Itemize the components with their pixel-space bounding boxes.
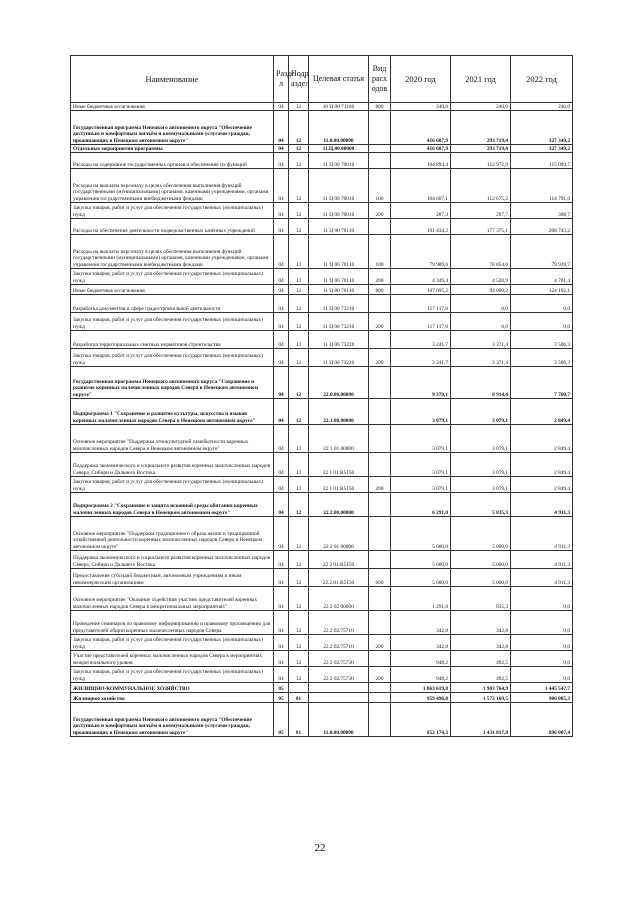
cell-amount-2020: 4 349,4 xyxy=(391,269,451,285)
cell-target-article: 11 Ц 00 73210 xyxy=(309,313,369,331)
cell-target-article: 22.2.01.R5150 xyxy=(309,569,369,587)
cell-expense-type xyxy=(369,703,391,737)
cell-target-article: 11 Ц 00 73210 xyxy=(309,295,369,313)
cell-razdel: 04 xyxy=(274,285,289,295)
cell-podrazdel: 12 xyxy=(289,203,309,219)
cell-name: Жилищное хозяйство xyxy=(71,693,274,703)
cell-expense-type xyxy=(369,111,391,145)
cell-amount-2022: 0,0 xyxy=(511,635,573,651)
cell-amount-2020: 104 607,1 xyxy=(391,169,451,203)
table-row xyxy=(71,683,573,693)
cell-target-article: 11.0.00.00000 xyxy=(309,111,369,145)
cell-name: Поддержка экономического и социального развития коренных малочисленных народов Севера, Сибири и Дальнего Востока xyxy=(71,551,274,569)
cell-target-article: 22.2.00.00000 xyxy=(309,493,369,517)
cell-expense-type: 200 xyxy=(369,477,391,493)
cell-target-article xyxy=(309,693,369,703)
cell-amount-2021: 4 520,9 xyxy=(451,269,511,285)
cell-razdel: 05 xyxy=(274,703,289,737)
cell-amount-2022: 327 349,2 xyxy=(511,145,573,153)
table-row xyxy=(71,635,573,651)
cell-name: Отдельные мероприятия программы xyxy=(71,145,274,153)
cell-razdel: 04 xyxy=(274,399,289,425)
table-row xyxy=(71,153,573,169)
page-number: 22 xyxy=(314,842,326,854)
cell-amount-2020: 104 894,4 xyxy=(391,153,451,169)
cell-amount-2021: 3 371,4 xyxy=(451,331,511,349)
cell-podrazdel xyxy=(289,683,309,693)
cell-target-article: 22 2 02.75730 xyxy=(309,667,369,683)
table-row xyxy=(71,517,573,551)
cell-target-article: 11.Ц.00.00000 xyxy=(309,145,369,153)
cell-amount-2022: 0,0 xyxy=(511,611,573,635)
cell-name: Закупка товаров, работ и услуг для обеспечения государственных (муниципальных) нужд xyxy=(71,313,274,331)
cell-razdel: 04 xyxy=(274,203,289,219)
cell-expense-type: 100 xyxy=(369,169,391,203)
cell-amount-2022: 0,0 xyxy=(511,313,573,331)
cell-amount-2021: 297,7 xyxy=(451,203,511,219)
cell-target-article: 22 1 01.R5150 xyxy=(309,477,369,493)
cell-amount-2022: 0,0 xyxy=(511,651,573,667)
cell-name: ЖИЛИЩНО-КОММУНАЛЬНОЕ ХОЗЯЙСТВО xyxy=(71,683,274,693)
cell-podrazdel: 12 xyxy=(289,399,309,425)
cell-podrazdel: 12 xyxy=(289,269,309,285)
table-row xyxy=(71,453,573,477)
cell-amount-2021: 342,8 xyxy=(451,611,511,635)
cell-podrazdel: 12 xyxy=(289,219,309,235)
cell-amount-2022: 4 701,4 xyxy=(511,269,573,285)
cell-podrazdel: 12 xyxy=(289,667,309,683)
cell-amount-2021: 293 719,4 xyxy=(451,111,511,145)
cell-amount-2021: 112 972,9 xyxy=(451,153,511,169)
cell-amount-2021: 3 079,1 xyxy=(451,477,511,493)
cell-expense-type xyxy=(369,693,391,703)
cell-amount-2022: 4 911,3 xyxy=(511,569,573,587)
cell-razdel: 04 xyxy=(274,313,289,331)
cell-amount-2020: 959 496,8 xyxy=(391,693,451,703)
cell-name: Закупка товаров, работ и услуг для обеспечения государственных (муниципальных) нужд xyxy=(71,203,274,219)
cell-amount-2020: 342,8 xyxy=(391,635,451,651)
cell-amount-2020: 948,2 xyxy=(391,651,451,667)
cell-target-article: 22 1 01 00000 xyxy=(309,425,369,453)
cell-podrazdel: 12 xyxy=(289,111,309,145)
cell-expense-type xyxy=(369,551,391,569)
cell-name: Поддержка экономического и социального развития коренных малочисленных народов Севера, Сибири и Дальнего Востока xyxy=(71,453,274,477)
table-row xyxy=(71,493,573,517)
cell-podrazdel: 12 xyxy=(289,551,309,569)
cell-razdel: 04 xyxy=(274,169,289,203)
cell-podrazdel: 12 xyxy=(289,569,309,587)
cell-amount-2020: 79 989,6 xyxy=(391,235,451,269)
cell-amount-2020: 287,3 xyxy=(391,203,451,219)
header-year-2020: 2020 год xyxy=(391,56,451,103)
table-row xyxy=(71,219,573,235)
cell-podrazdel: 12 xyxy=(289,313,309,331)
table-row xyxy=(71,399,573,425)
cell-target-article: 11 Ц 00 73220 xyxy=(309,349,369,367)
cell-podrazdel: 12 xyxy=(289,331,309,349)
cell-razdel: 04 xyxy=(274,517,289,551)
cell-amount-2022: 2 849,4 xyxy=(511,477,573,493)
cell-razdel: 04 xyxy=(274,493,289,517)
cell-amount-2021: 342,8 xyxy=(451,635,511,651)
cell-podrazdel: 12 xyxy=(289,295,309,313)
cell-expense-type xyxy=(369,367,391,399)
header-name: Наименование xyxy=(71,56,274,103)
cell-podrazdel: 12 xyxy=(289,235,309,269)
table-row xyxy=(71,693,573,703)
cell-amount-2022: 2 849,4 xyxy=(511,425,573,453)
cell-amount-2022: 3 506,3 xyxy=(511,349,573,367)
cell-razdel: 04 xyxy=(274,349,289,367)
cell-name: Расходы на выплаты персоналу в целях обеспечения выполнения функций государственными (муниципальными) органами, казенными учреждениями, органами управления государственными внебюджетными фондами xyxy=(71,235,274,269)
cell-expense-type xyxy=(369,453,391,477)
cell-amount-2022: 4 911,3 xyxy=(511,517,573,551)
cell-expense-type xyxy=(369,683,391,693)
cell-target-article: 22 2 02 00000 xyxy=(309,587,369,611)
cell-amount-2021: 240,0 xyxy=(451,103,511,111)
cell-amount-2020: 3 079,1 xyxy=(391,399,451,425)
cell-amount-2020: 948,2 xyxy=(391,667,451,683)
cell-razdel: 04 xyxy=(274,145,289,153)
cell-podrazdel: 12 xyxy=(289,611,309,635)
cell-amount-2021: 94 000,2 xyxy=(451,285,511,295)
cell-amount-2021: 112 675,2 xyxy=(451,169,511,203)
cell-amount-2020: 117 117,6 xyxy=(391,313,451,331)
cell-name: Участие представителей коренных малочисленных народов Севера в мероприятиях межрегионального уровня xyxy=(71,651,274,667)
cell-amount-2020: 107 095,2 xyxy=(391,285,451,295)
cell-amount-2022: 7 760,7 xyxy=(511,367,573,399)
cell-podrazdel: 12 xyxy=(289,145,309,153)
cell-razdel: 04 xyxy=(274,269,289,285)
cell-expense-type: 800 xyxy=(369,285,391,295)
cell-name: Подпрограмма 1 "Сохранение и развитие культуры, искусства и языков коренных малочисленных народов Севера в Ненецком автономном округе" xyxy=(71,399,274,425)
cell-amount-2022: 327 349,2 xyxy=(511,111,573,145)
cell-amount-2021: 1 903 764,9 xyxy=(451,683,511,693)
cell-amount-2022: 308,7 xyxy=(511,203,573,219)
cell-amount-2022: 79 939,7 xyxy=(511,235,573,269)
cell-razdel: 04 xyxy=(274,153,289,169)
cell-podrazdel: 01 xyxy=(289,703,309,737)
cell-expense-type: 100 xyxy=(369,235,391,269)
cell-amount-2021: 0,0 xyxy=(451,295,511,313)
cell-razdel: 04 xyxy=(274,611,289,635)
cell-expense-type: 200 xyxy=(369,269,391,285)
cell-name: Иные бюджетные ассигнования xyxy=(71,285,274,295)
cell-amount-2020: 5 000,0 xyxy=(391,569,451,587)
cell-amount-2020: 9 370,1 xyxy=(391,367,451,399)
cell-podrazdel: 12 xyxy=(289,153,309,169)
cell-expense-type xyxy=(369,331,391,349)
cell-amount-2020: 3 079,1 xyxy=(391,453,451,477)
cell-name: Основное мероприятие "Оказание содействия участию представителей коренных малочисленных народов Севера в межрегиональных мероприятиях" xyxy=(71,587,274,611)
cell-amount-2021: 78 854,0 xyxy=(451,235,511,269)
cell-expense-type xyxy=(369,493,391,517)
cell-amount-2020: 3 079,1 xyxy=(391,477,451,493)
cell-amount-2022: 2 849,4 xyxy=(511,399,573,425)
cell-amount-2021: 3 079,1 xyxy=(451,425,511,453)
cell-target-article: 11 Ц 00 70010 xyxy=(309,203,369,219)
cell-amount-2021: 5 835,3 xyxy=(451,493,511,517)
cell-amount-2021: 5 000,0 xyxy=(451,569,511,587)
table-row xyxy=(71,425,573,453)
cell-name: Разработка территориальных сметных нормативов строительства xyxy=(71,331,274,349)
table-row xyxy=(71,145,573,153)
cell-razdel: 04 xyxy=(274,569,289,587)
cell-name: Государственная программа Ненецкого автономного округа "Сохранение и развитие коренных малочисленных народов Севера в Ненецком автономном округе" xyxy=(71,367,274,399)
cell-razdel: 04 xyxy=(274,635,289,651)
cell-target-article: 22.2.02.75710 xyxy=(309,611,369,635)
cell-razdel: 05 xyxy=(274,693,289,703)
cell-name: Закупка товаров, работ и услуг для обеспечения государственных (муниципальных) нужд xyxy=(71,269,274,285)
table-row xyxy=(71,569,573,587)
cell-razdel: 04 xyxy=(274,367,289,399)
cell-amount-2022: 0,0 xyxy=(511,667,573,683)
cell-amount-2020: 5 000,0 xyxy=(391,517,451,551)
cell-podrazdel: 01 xyxy=(289,693,309,703)
cell-expense-type xyxy=(369,219,391,235)
cell-amount-2022: 4 911,3 xyxy=(511,551,573,569)
cell-target-article: 22 2 01 00000 xyxy=(309,517,369,551)
cell-target-article: 22.0.00.00000 xyxy=(309,367,369,399)
cell-name: Основное мероприятие "Поддержка этнокультурной самобытности коренных малочисленных народов Севера в Ненецком автономном округе" xyxy=(71,425,274,453)
table-row xyxy=(71,367,573,399)
cell-amount-2022: 208 743,2 xyxy=(511,219,573,235)
cell-podrazdel: 12 xyxy=(289,453,309,477)
cell-amount-2020: 5 000,0 xyxy=(391,551,451,569)
cell-name: Государственная программа Ненецкого автономного округа "Обеспечение доступным и комфортным жильём и коммунальными услугами граждан, проживающих в Ненецком автономном округе" xyxy=(71,703,274,737)
cell-expense-type xyxy=(369,587,391,611)
cell-amount-2022: 114 791,0 xyxy=(511,169,573,203)
cell-podrazdel: 12 xyxy=(289,587,309,611)
cell-name: Разработка документов в сфере градостроительной деятельности xyxy=(71,295,274,313)
cell-razdel: 04 xyxy=(274,425,289,453)
table-row xyxy=(71,313,573,331)
cell-target-article: 11 Ц 00 70110 xyxy=(309,269,369,285)
cell-amount-2021: 8 914,4 xyxy=(451,367,511,399)
table-body xyxy=(71,103,573,737)
cell-razdel: 04 xyxy=(274,551,289,569)
cell-amount-2020: 3 241,7 xyxy=(391,331,451,349)
cell-amount-2020: 342,8 xyxy=(391,611,451,635)
cell-amount-2020: 3 079,1 xyxy=(391,425,451,453)
cell-razdel: 04 xyxy=(274,111,289,145)
cell-amount-2022: 240,0 xyxy=(511,103,573,111)
cell-expense-type xyxy=(369,651,391,667)
cell-name: Проведение семинаров по правовому информированию и правовому просвещению для представителей общин коренных малочисленных народов Севера xyxy=(71,611,274,635)
cell-amount-2021: 3 079,1 xyxy=(451,399,511,425)
cell-amount-2021: 1 573 169,5 xyxy=(451,693,511,703)
cell-expense-type: 200 xyxy=(369,203,391,219)
cell-amount-2022: 124 102,1 xyxy=(511,285,573,295)
cell-expense-type: 200 xyxy=(369,667,391,683)
table-row xyxy=(71,551,573,569)
cell-podrazdel: 12 xyxy=(289,635,309,651)
cell-amount-2020: 1 863 619,8 xyxy=(391,683,451,693)
cell-expense-type xyxy=(369,399,391,425)
cell-amount-2020: 1 291,0 xyxy=(391,587,451,611)
header-target-article: Целевая статья xyxy=(309,56,369,103)
table-row xyxy=(71,285,573,295)
header-expense-type: Вид расх одов xyxy=(369,56,391,103)
cell-amount-2021: 492,5 xyxy=(451,651,511,667)
header-razdel: Разде л xyxy=(274,56,289,103)
cell-name: Расходы на обеспечение деятельности подведомственных казённых учреждений xyxy=(71,219,274,235)
cell-razdel: 04 xyxy=(274,295,289,313)
cell-expense-type: 200 xyxy=(369,635,391,651)
cell-target-article: 11 Ц 00 70010 xyxy=(309,153,369,169)
cell-amount-2021: 835,3 xyxy=(451,587,511,611)
cell-name: Иные бюджетные ассигнования xyxy=(71,103,274,111)
table-row xyxy=(71,703,573,737)
cell-razdel: 04 xyxy=(274,235,289,269)
cell-razdel: 04 xyxy=(274,453,289,477)
table-row xyxy=(71,203,573,219)
table-row xyxy=(71,587,573,611)
table-row xyxy=(71,651,573,667)
cell-expense-type: 200 xyxy=(369,349,391,367)
cell-amount-2020: 3 241,7 xyxy=(391,349,451,367)
cell-amount-2022: 115 099,7 xyxy=(511,153,573,169)
cell-amount-2021: 0,0 xyxy=(451,313,511,331)
cell-expense-type: 200 xyxy=(369,313,391,331)
table-row xyxy=(71,295,573,313)
cell-name: Расходы на выплаты персоналу в целях обеспечения выполнения функций государственными (муниципальными) органами, казенными учреждениями, органами управления государственными внебюджетными фондами xyxy=(71,169,274,203)
cell-razdel: 04 xyxy=(274,219,289,235)
cell-target-article xyxy=(309,683,369,693)
table-row xyxy=(71,103,573,111)
cell-name: Государственная программа Ненецкого автономного округа "Обеспечение доступным и комфортным жильём и коммунальными услугами граждан, проживающих в Ненецком автономном округе" xyxy=(71,111,274,145)
cell-podrazdel: 12 xyxy=(289,285,309,295)
cell-podrazdel: 12 xyxy=(289,425,309,453)
cell-amount-2022: 3 506,3 xyxy=(511,331,573,349)
cell-amount-2021: 5 000,0 xyxy=(451,517,511,551)
cell-amount-2020: 6 291,0 xyxy=(391,493,451,517)
cell-amount-2022: 896 007,4 xyxy=(511,703,573,737)
cell-name: Основное мероприятие "Поддержка традиционного образа жизни и традиционной хозяйственной деятельности коренных малочисленных народов Севера в Ненецком автономном округе" xyxy=(71,517,274,551)
cell-amount-2021: 492,5 xyxy=(451,667,511,683)
cell-razdel: 04 xyxy=(274,667,289,683)
table-row xyxy=(71,477,573,493)
cell-podrazdel: 12 xyxy=(289,349,309,367)
cell-target-article: 22.2.02.75710 xyxy=(309,635,369,651)
cell-target-article: 22 1 01.R5150 xyxy=(309,453,369,477)
cell-amount-2021: 3 371,4 xyxy=(451,349,511,367)
cell-target-article: 11 Ц 00 70110 xyxy=(309,235,369,269)
table-row xyxy=(71,349,573,367)
cell-amount-2020: 191 434,2 xyxy=(391,219,451,235)
cell-amount-2021: 5 000,0 xyxy=(451,551,511,569)
cell-amount-2020: 416 687,9 xyxy=(391,111,451,145)
cell-amount-2022: 0,0 xyxy=(511,587,573,611)
cell-amount-2020: 117 117,6 xyxy=(391,295,451,313)
cell-amount-2020: 416 687,9 xyxy=(391,145,451,153)
cell-amount-2022: 0,0 xyxy=(511,295,573,313)
cell-amount-2020: 240,0 xyxy=(391,103,451,111)
cell-amount-2022: 980 005,3 xyxy=(511,693,573,703)
cell-razdel: 04 xyxy=(274,103,289,111)
cell-target-article: 11 Ц 00 73220 xyxy=(309,331,369,349)
table-row xyxy=(71,235,573,269)
cell-target-article: 11 Ц 00 70110 xyxy=(309,219,369,235)
cell-razdel: 04 xyxy=(274,587,289,611)
table-row xyxy=(71,169,573,203)
cell-razdel: 04 xyxy=(274,331,289,349)
cell-amount-2021: 177 375,1 xyxy=(451,219,511,235)
cell-podrazdel: 12 xyxy=(289,367,309,399)
table-header-row xyxy=(71,56,573,103)
cell-amount-2022: 4 911,3 xyxy=(511,493,573,517)
cell-name: Предоставление субсидий бюджетным, автономным учреждениям и иным некоммерческим организациям xyxy=(71,569,274,587)
budget-table xyxy=(70,55,573,737)
cell-expense-type: 800 xyxy=(369,103,391,111)
table-row xyxy=(71,667,573,683)
cell-expense-type xyxy=(369,153,391,169)
cell-target-article: 10 Ц 00 71160 xyxy=(309,103,369,111)
cell-podrazdel: 12 xyxy=(289,517,309,551)
cell-amount-2020: 852 174,3 xyxy=(391,703,451,737)
cell-name: Закупка товаров, работ и услуг для обеспечения государственных (муниципальных) нужд xyxy=(71,349,274,367)
cell-podrazdel: 12 xyxy=(289,169,309,203)
header-podrazdel: Подр аздел xyxy=(289,56,309,103)
cell-target-article: 11 Ц 00 70110 xyxy=(309,285,369,295)
table-row xyxy=(71,331,573,349)
cell-name: Подпрограмма 2 "Сохранение и защита исконной среды обитания коренных малочисленных народов Севера в Ненецком автономном округе" xyxy=(71,493,274,517)
table-row xyxy=(71,611,573,635)
cell-target-article: 11 Ц 00 70010 xyxy=(309,169,369,203)
cell-expense-type xyxy=(369,145,391,153)
cell-razdel: 04 xyxy=(274,477,289,493)
cell-name: Закупка товаров, работ и услуг для обеспечения государственных (муниципальных) нужд xyxy=(71,477,274,493)
header-year-2022: 2022 год xyxy=(511,56,573,103)
cell-amount-2021: 1 431 817,8 xyxy=(451,703,511,737)
cell-podrazdel: 12 xyxy=(289,493,309,517)
cell-podrazdel: 12 xyxy=(289,651,309,667)
cell-name: Закупка товаров, работ и услуг для обеспечения государственных (муниципальных) нужд xyxy=(71,667,274,683)
cell-podrazdel: 12 xyxy=(289,477,309,493)
cell-name: Расходы на содержание государственных органов и обеспечение их функций xyxy=(71,153,274,169)
cell-target-article: 22.1.00.00000 xyxy=(309,399,369,425)
cell-expense-type: 600 xyxy=(369,569,391,587)
cell-target-article: 22 2 01.R5150 xyxy=(309,551,369,569)
cell-razdel: 05 xyxy=(274,683,289,693)
cell-expense-type xyxy=(369,611,391,635)
cell-amount-2021: 293 719,4 xyxy=(451,145,511,153)
cell-name: Закупка товаров, работ и услуг для обеспечения государственных (муниципальных) нужд xyxy=(71,635,274,651)
cell-amount-2021: 3 079,1 xyxy=(451,453,511,477)
cell-podrazdel: 12 xyxy=(289,103,309,111)
cell-target-article: 11.0.00.00000 xyxy=(309,703,369,737)
table-row xyxy=(71,111,573,145)
cell-expense-type xyxy=(369,517,391,551)
cell-target-article: 22 2 02.75730 xyxy=(309,651,369,667)
header-year-2021: 2021 год xyxy=(451,56,511,103)
cell-amount-2022: 1 445 547,7 xyxy=(511,683,573,693)
cell-amount-2022: 2 849,4 xyxy=(511,453,573,477)
cell-razdel: 04 xyxy=(274,651,289,667)
table-row xyxy=(71,269,573,285)
cell-expense-type xyxy=(369,295,391,313)
cell-expense-type xyxy=(369,425,391,453)
